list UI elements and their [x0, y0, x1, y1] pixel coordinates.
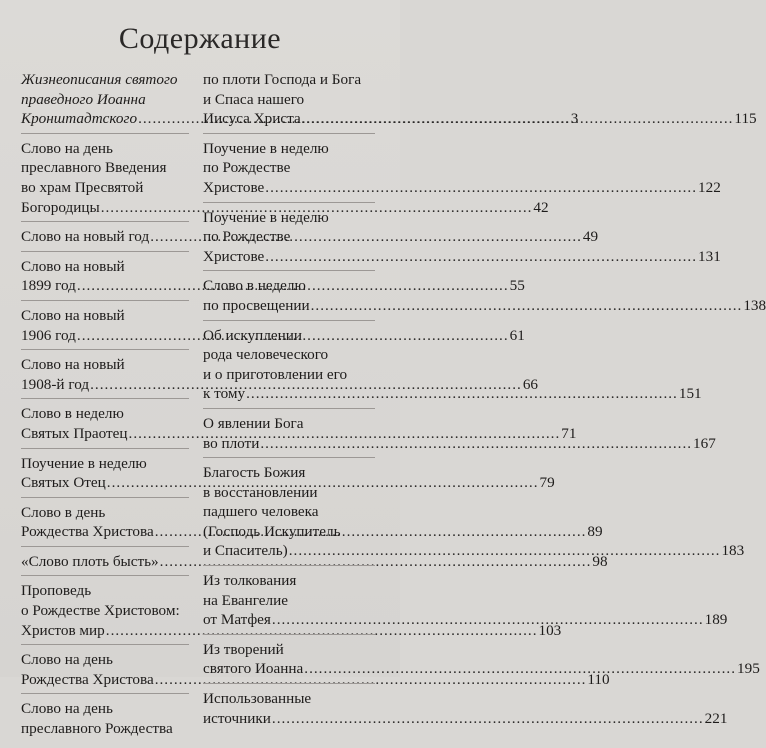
toc-entry-line: праведного Иоанна [21, 90, 146, 108]
toc-page-number: 221 [704, 709, 728, 727]
toc-page-number: 115 [734, 110, 757, 128]
toc-entry-line: Слово в неделю [21, 405, 124, 423]
toc-entry-leader-row [203, 296, 766, 316]
toc-leader-dots [289, 542, 721, 559]
toc-entry-line: Слово на день [21, 651, 113, 669]
toc-page-number: 138 [743, 296, 766, 314]
toc-entry-title: 1908-й год [21, 375, 90, 393]
toc-entry-line: Из толкования [203, 572, 297, 590]
toc-entry-line: Из творений [203, 640, 284, 658]
toc-entry-leader-row [21, 552, 608, 572]
toc-page-number: 189 [704, 611, 728, 629]
toc-entry-line: о Рождестве Христовом: [21, 602, 180, 620]
toc-entry-line: Слово на новый [21, 356, 125, 374]
toc-page-number: 66 [522, 375, 538, 393]
toc-entry-leader-row [203, 434, 716, 454]
toc-page-number: 71 [561, 424, 577, 442]
toc-entry-line: по плоти Господа и Бога [203, 71, 362, 88]
toc-entry-line: и Спаса нашего [203, 90, 305, 108]
toc-entry-title: святого Иоанна [203, 660, 304, 678]
toc-entry-line: О явлении Бога [203, 414, 304, 432]
toc-entry-leader-row [203, 178, 721, 198]
toc-leader-dots [272, 611, 704, 628]
toc-entry-title: и Спаситель) [203, 542, 288, 560]
toc-entry-line: Слово на день [21, 139, 113, 157]
toc-entry-title: Богородицы [21, 198, 100, 216]
toc-entry-line: Слово на новый [21, 306, 125, 324]
toc-entry-leader-row [203, 109, 757, 129]
toc-leader-dots [311, 297, 743, 314]
toc-entry-line: в восстановлении [203, 483, 318, 501]
toc-entry-line: Слово на новый [21, 257, 125, 275]
toc-leader-dots [246, 385, 678, 402]
toc-entry-title: 1906 год [21, 326, 76, 344]
toc-entry-line: преславного Введения [21, 159, 167, 177]
toc-entry-title: Христове [203, 247, 265, 265]
toc-leader-dots [265, 248, 697, 265]
toc-page-number: 103 [538, 621, 562, 639]
toc-entry-line: во храм Пресвятой [21, 178, 144, 196]
toc-entry-line: по Рождестве [203, 228, 291, 246]
toc-page-number: 49 [582, 228, 599, 246]
toc-entry-leader-row [21, 670, 610, 690]
toc-entry-title: от Матфея [203, 611, 271, 629]
toc-entry-line: преславного Рождества [21, 720, 173, 738]
toc-page-number: 122 [698, 178, 721, 196]
toc-page-number: 131 [698, 247, 721, 265]
toc-entry-title: Рождества Христова [21, 670, 154, 688]
toc-page-number: 55 [509, 277, 525, 295]
toc-entry-title: источники [203, 709, 271, 727]
toc-leader-dots [272, 710, 704, 727]
toc-entry-line: на Евангелие [203, 591, 288, 609]
toc-page-number: 61 [509, 326, 525, 344]
toc-entry-title: Христов мир [21, 621, 105, 639]
toc-entry-leader-row [203, 709, 728, 729]
toc-entry-line: Слово в день [21, 503, 106, 521]
toc-entry-title: Святых Отец [21, 474, 106, 492]
page-title: Содержание [118, 22, 282, 55]
toc-leader-dots [260, 435, 692, 452]
toc-page-number: 98 [592, 552, 608, 570]
toc-entry-title: во плоти [203, 434, 260, 452]
toc-page-number: 42 [533, 198, 549, 216]
toc-page-number: 110 [587, 670, 610, 688]
toc-entry-title: Слово на новый год [21, 228, 150, 246]
toc-entry-line: Поучение в неделю [21, 454, 147, 472]
toc-page-number: 3 [570, 110, 579, 128]
toc-entry[interactable] [203, 70, 757, 134]
toc-entry-line: по Рождестве [203, 159, 291, 177]
toc-entry-title: Христове [203, 178, 265, 196]
toc-entry-line: Поучение в неделю [203, 208, 329, 226]
toc-entry-line: Поучение в неделю [203, 139, 329, 157]
toc-entry[interactable] [21, 552, 608, 577]
toc-entry-line: (Господь Искупитель [203, 522, 341, 540]
toc-page-number: 195 [737, 660, 760, 678]
toc-page-number: 151 [678, 385, 702, 403]
toc-entry-title: по просвещении [203, 296, 310, 314]
toc-leader-dots [304, 660, 736, 677]
toc-entry-line: падшего человека [203, 503, 319, 521]
toc-entry-title: Кронштадтского [21, 110, 138, 128]
toc-entry-line: Жизнеописания святого [21, 71, 178, 88]
toc-entry[interactable] [203, 139, 721, 203]
toc-entry-title: к тому [203, 385, 246, 403]
toc-entry-line: и о приготовлении его [203, 365, 348, 383]
toc-entry-line: Проповедь [21, 582, 92, 600]
toc-entry-line: Благость Божия [203, 464, 306, 482]
toc-leader-dots [265, 179, 697, 196]
toc-page-number: 183 [721, 542, 745, 560]
toc-entry-line: Использованные [203, 690, 312, 708]
toc-entry-leader-row [203, 247, 721, 267]
toc-page-number: 79 [539, 474, 555, 492]
toc-entry-title: Рождества Христова [21, 523, 154, 541]
toc-entry[interactable] [21, 699, 189, 742]
toc-entry-title: Святых Праотец [21, 424, 128, 442]
toc-entry-line: Слово на день [21, 700, 113, 718]
toc-entry-title: Иисуса Христа [203, 110, 301, 128]
toc-leader-dots [302, 110, 734, 127]
toc-entry-line: Слово в неделю [203, 277, 306, 295]
toc-entry-line: Об искуплении [203, 326, 302, 344]
toc-page-number: 89 [587, 523, 603, 541]
toc-entry-title: 1899 год [21, 277, 76, 295]
toc-entry-leader-row [21, 621, 562, 641]
toc-entry[interactable] [203, 689, 728, 732]
toc-entry-line: рода человеческого [203, 346, 329, 364]
toc-entry-title: «Слово плоть бысть» [21, 552, 159, 570]
toc-page-number: 167 [693, 434, 716, 452]
